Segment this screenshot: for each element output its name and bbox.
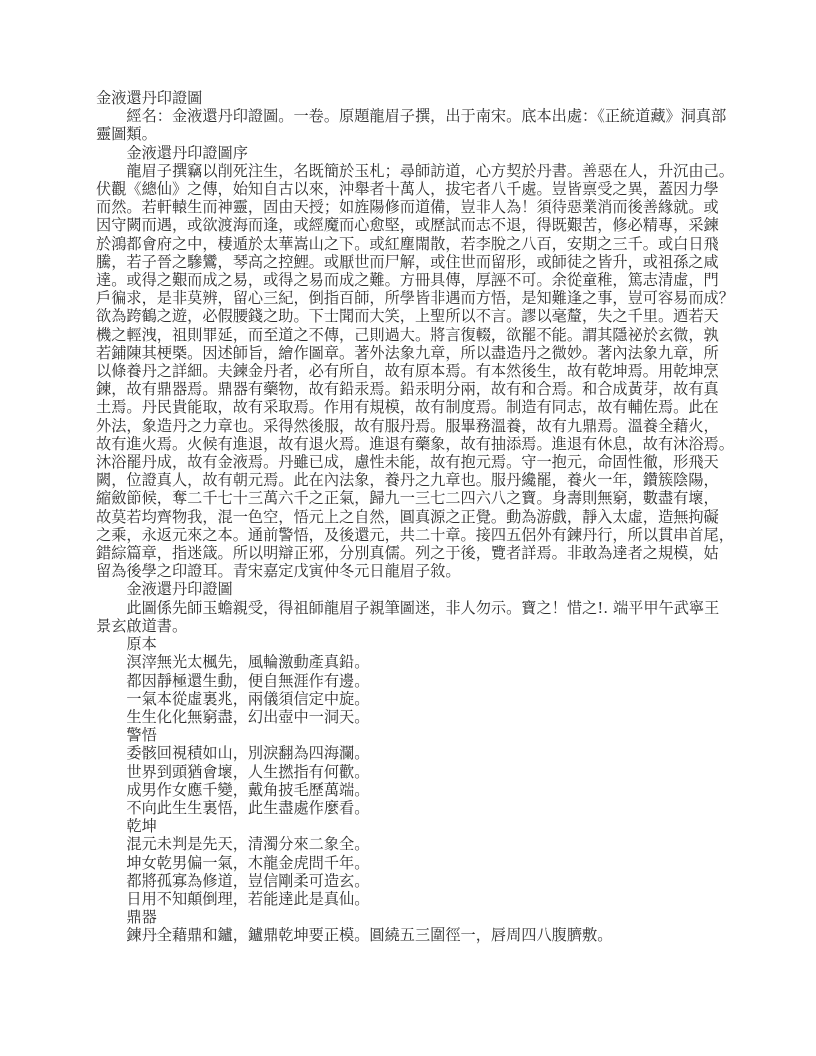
text-line: 委骸回視積如山，別淚翻為四海瀾。 bbox=[96, 744, 370, 763]
text-line: 經名：金液還丹印證圖。一卷。原題龍眉子撰，出于南宋。底本出處：《正統道藏》洞真部 bbox=[96, 107, 727, 126]
text-line: 而然。若軒轅生而神靈，固由天授；如旌陽修而道備，豈非人為！須待惡業消而後善緣就。或 bbox=[96, 198, 719, 217]
text-line: 龍眉子撰竊以削死注生，名既簡於玉札；尋師訪道，心方契於丹書。善惡在人，升沉由己。 bbox=[96, 161, 734, 180]
text-line: 景玄啟道書。 bbox=[96, 616, 188, 635]
text-line: 外法，象造丹之力章也。采得然後服，故有服丹焉。服畢務溫養，故有九鼎焉。溫養全藉火， bbox=[96, 416, 719, 435]
text-line: 生生化化無窮盡，幻出壺中一洞天。 bbox=[96, 707, 370, 726]
text-line: 縮斂節候，奪二千七十三萬六千之正氣，歸九一三七二四六八之寶。身壽則無窮，數盡有壞， bbox=[96, 489, 719, 508]
text-line: 若鋪陳其梗槩。因述師旨，繪作圖章。著外法象九章，所以盡造丹之微妙。著內法象九章，所 bbox=[96, 343, 719, 362]
text-line: 一氣本從虛裏兆，兩儀須信定中旋。 bbox=[96, 689, 370, 708]
text-line: 因守闕而遇，或欲渡海而逢，或經魔而心愈堅，或歷試而志不退，得既艱苦，修必精專，采鍊 bbox=[96, 216, 719, 235]
text-line: 金液還丹印證圖 bbox=[96, 89, 203, 107]
text-line: 土焉。丹民貴能取，故有采取焉。作用有規模，故有制度焉。制造有同志，故有輔佐焉。此在 bbox=[96, 398, 719, 417]
text-line: 沐浴罷丹成，故有金液焉。丹雖已成，慮性未能，故有抱元焉。守一抱元，命固性徹，形飛天 bbox=[96, 453, 719, 472]
text-line: 警悟 bbox=[96, 726, 157, 745]
text-line: 鍊，故有鼎器焉。鼎器有藥物，故有鉛汞焉。鉛汞明分兩，故有和合焉。和合成黃芽，故有真 bbox=[96, 380, 719, 399]
text-line: 鼎器 bbox=[96, 908, 157, 927]
text-line: 金液還丹印證圖 bbox=[96, 580, 233, 599]
text-line: 不向此生生裏悟，此生盡處作麼看。 bbox=[96, 798, 370, 817]
text-line: 騰，若子晉之驂鸞，琴高之控鯉。或厭世而尸解，或住世而留形，或師徒之皆升，或祖孫之咸 bbox=[96, 252, 719, 271]
text-line: 故莫若均齊物我，混一色空，悟元上之自然，圓真源之正覺。動為游戲，靜入太虛，造無拘礙 bbox=[96, 507, 719, 526]
text-line: 此圖係先師玉蟾親受，得祖師龍眉子親筆圖迷，非人勿示。寶之！惜之!. 端平甲午武寧王 bbox=[96, 598, 720, 617]
text-line: 金液還丹印證圖序 bbox=[96, 143, 248, 162]
document-text-block bbox=[96, 89, 734, 945]
text-line: 欲為跨鶴之遊，必假腰錢之助。下士聞而大笑，上聖所以不言。謬以毫釐，失之千里。迺若天 bbox=[96, 307, 719, 326]
text-line: 以條養丹之詳細。夫鍊金丹者，必有所自，故有原本焉。有本然後生，故有乾坤焉。用乾坤烹 bbox=[96, 362, 719, 381]
text-line: 溟滓無光太楓先，風輪激動產真鉛。 bbox=[96, 653, 370, 672]
text-line: 乾坤 bbox=[96, 817, 157, 836]
text-line: 闕，位證真人，故有朝元焉。此在內法象，養丹之九章也。服丹纔罷，養火一年，鑽簇陰陽， bbox=[96, 471, 719, 490]
text-line: 成男作女應千變，戴角披毛歷萬端。 bbox=[96, 780, 370, 799]
text-line: 坤女乾男偏一氣，木龍金虎問千年。 bbox=[96, 853, 370, 872]
text-line: 故有進火焉。火候有進退，故有退火焉。進退有藥象，故有抽添焉。進退有休息，故有沐浴焉。 bbox=[96, 434, 734, 453]
text-line: 混元未判是先天，清濁分來二象全。 bbox=[96, 835, 370, 854]
text-line: 都將孤寡為修道，豈信剛柔可造玄。 bbox=[96, 871, 370, 890]
text-line: 錯綜篇章，指迷箴。所以明辯正邪，分別真儒。列之于後，覽者詳焉。非敢為達者之規模，姑 bbox=[96, 544, 719, 563]
text-line: 日用不知顛倒理，若能達此是真仙。 bbox=[96, 889, 370, 908]
text-line: 之乘，永返元來之本。通前警悟，及後還元，共二十章。接四五侶外有鍊丹行，所以貫串首尾， bbox=[96, 525, 734, 544]
text-line: 達。或得之艱而成之易，或得之易而成之難。方冊具傳，厚誣不可。余從童稚，篤志清虛，門 bbox=[96, 271, 719, 290]
text-line: 原本 bbox=[96, 635, 157, 654]
text-line: 機之輕洩，祖則罪延，而至道之不傳，己則過大。將言復輟，欲罷不能。謂其隱祕於玄微，孰 bbox=[96, 325, 719, 344]
text-line: 留為後學之印證耳。青宋嘉定戊寅仲冬元日龍眉子敘。 bbox=[96, 562, 461, 581]
text-line: 戶徧求，是非莫辨，留心三紀，倒指百師，所學皆非遇而方悟，是知難逢之事，豈可容易而成？ bbox=[96, 289, 734, 308]
text-line: 於鴻都會府之中，棲遁於太華嵩山之下。或紅塵閙散，若李脫之八百，安期之三千。或白日飛 bbox=[96, 234, 719, 253]
text-line: 都因靜極還生動，便自無涯作有邊。 bbox=[96, 671, 370, 690]
text-line: 伏觀《總仙》之傳，始知自古以來，沖舉者十萬人，拔宅者八千處。豈皆禀受之異，蓋因力學 bbox=[96, 180, 719, 199]
text-line: 鍊丹全藉鼎和鑪，鑪鼎乾坤要正模。圓繞五三圍徑一，唇周四八腹臍敷。 bbox=[96, 926, 613, 945]
text-line: 靈圖類。 bbox=[96, 125, 157, 144]
text-line: 世界到頭猶會壞，人生撚指有何歡。 bbox=[96, 762, 370, 781]
